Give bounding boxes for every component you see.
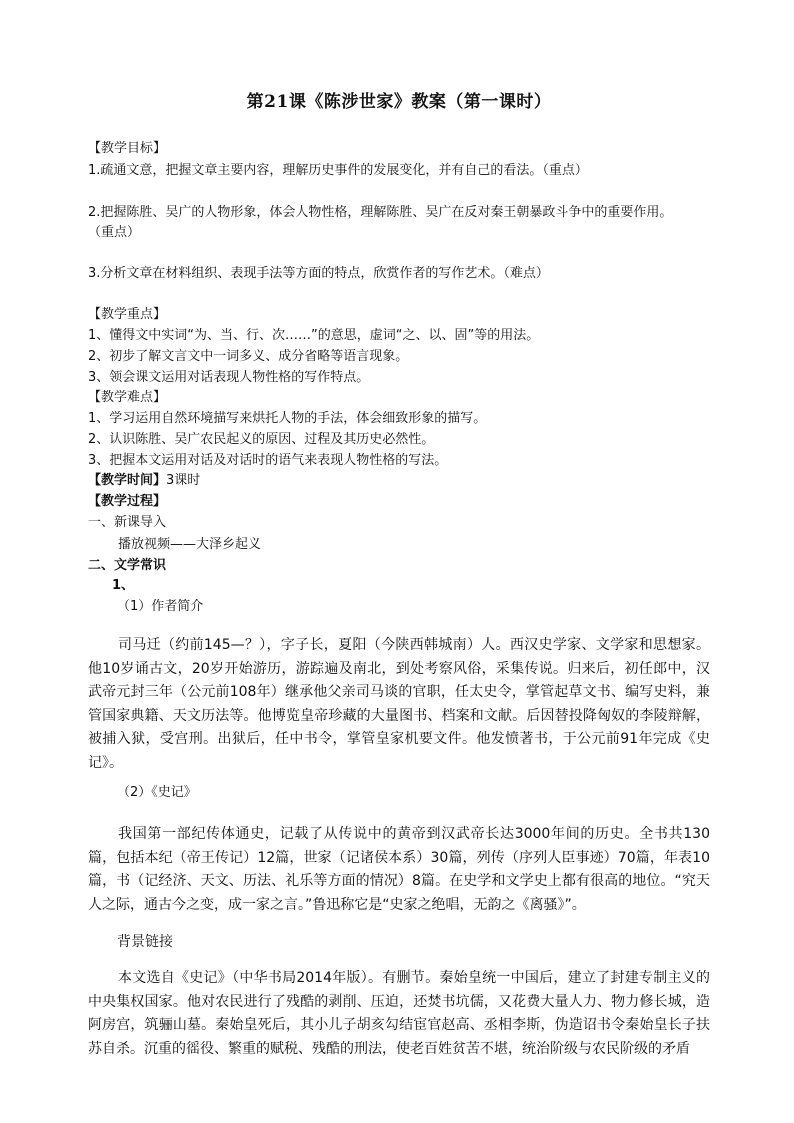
difficulty-item: 3、把握本文运用对话及对话时的语气来表现人物性格的写法。 [88, 453, 448, 468]
item-number: 1、 [112, 578, 135, 593]
objective-item-2-line-2: （重点） [88, 225, 141, 240]
objective-item-1: 1.疏通文意，把握文章主要内容，理解历史事件的发展变化，并有自己的看法。（重点） [88, 163, 588, 178]
objectives-heading: 【教学目标】 [88, 141, 167, 156]
difficulties-heading: 【教学难点】 [88, 390, 167, 405]
difficulty-item: 2、认识陈胜、吴广农民起义的原因、过程及其历史必然性。 [88, 432, 435, 447]
objective-item-3: 3.分析文章在材料组织、表现手法等方面的特点，欣赏作者的写作艺术。（难点） [88, 266, 549, 281]
section-literary-knowledge: 二、文学常识 [88, 558, 167, 573]
section-new-lesson: 一、新课导入 [88, 515, 167, 530]
shiji-paragraph: 我国第一部纪传体通史，记载了从传说中的黄帝到汉武帝长达3000年间的历史。全书共130篇，包括本纪（帝王传记）12篇，世家（记诸侯本系）30篇，列传（序列人臣事迹）70篇，年表10篇，书（记经济、天文、历法、礼乐等方面的情况）8篇。在史学和文学史上都有很高的地位。“究天人之际，通古今之变，成一家之言。”鲁迅称它是“史家之绝唱，无韵之《离骚》”。 [88, 826, 710, 913]
author-paragraph: 司马迁（约前145—？），字子长，夏阳（今陕西韩城南）人。西汉史学家、文学家和思想家。他10岁诵古文，20岁开始游历，游踪遍及南北，到处考察风俗，采集传说。归来后，初任郎中，汉武帝元封三年（公元前108年）继承他父亲司马谈的官职，任太史令，掌管起草文书、编写史料，兼管国家典籍、天文历法等。他博览皇帝珍藏的大量图书、档案和文献。后因替投降匈奴的李陵辩解，被捕入狱，受宫刑。出狱后，任中书令，掌管皇家机要文件。他发愤著书，于公元前91年完成《史记》。 [88, 637, 710, 771]
subheading-shiji: （2）《史记》 [117, 785, 197, 800]
background-heading: 背景链接 [117, 934, 173, 950]
teaching-time-label: 【教学时间】 [88, 473, 167, 488]
key-points-heading: 【教学重点】 [88, 307, 167, 322]
objective-item-2-line-1: 2.把握陈胜、吴广的人物形象，体会人物性格，理解陈胜、吴广在反对秦王朝暴政斗争中的重要作用。 [88, 205, 673, 220]
teaching-time-value: 3课时 [166, 473, 201, 488]
key-point-item: 3、领会课文运用对话表现人物性格的写作特点。 [88, 370, 370, 385]
background-paragraph: 本文选自《史记》（中华书局2014年版）。有删节。秦始皇统一中国后，建立了封建专制主义的中央集权国家。他对农民进行了残酷的剥削、压迫，还焚书坑儒，又花费大量人力、物力修长城，造阿房宫，筑骊山墓。秦始皇死后，其小儿子胡亥勾结宦官赵高、丞相李斯，伪造诏书令秦始皇长子扶苏自杀。沉重的徭役、繁重的赋税、残酷的刑法，使老百姓贫苦不堪，统治阶级与农民阶级的矛盾 [88, 970, 710, 1057]
key-point-item: 1、懂得文中实词“为、当、行、次……”的意思，虚词“之、以、固”等的用法。 [88, 328, 540, 343]
page-title: 第21课《陈涉世家》教案（第一课时） [246, 92, 552, 112]
video-item: 播放视频——大泽乡起义 [118, 537, 262, 552]
difficulty-item: 1、学习运用自然环境描写来烘托人物的手法，体会细致形象的描写。 [88, 411, 487, 426]
teaching-time [88, 473, 200, 489]
subheading-author: （1）作者简介 [117, 599, 204, 614]
process-heading: 【教学过程】 [88, 494, 167, 509]
key-point-item: 2、初步了解文言文中一词多义、成分省略等语言现象。 [88, 349, 409, 364]
